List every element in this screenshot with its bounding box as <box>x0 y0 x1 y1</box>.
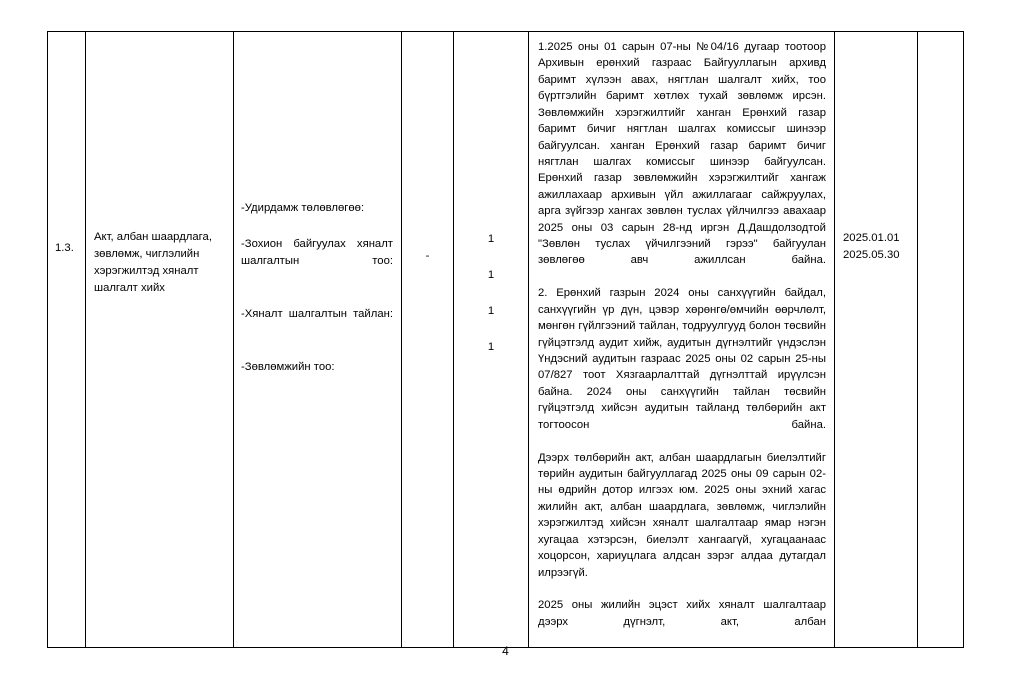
count-item-2: 1 <box>487 268 495 281</box>
description-paragraph-1: 1.2025 оны 01 сарын 07-ны №04/16 дугаар тоотоор Архивын ерөнхий газраас Байгууллагын архивд баримт хүлээн авах, нягтлан шалгалт хийх, тоо бүртгэлийн баримт хөтлөх тухай зөвлөмж ирсэн. Зөвлөмжийн хэрэгжилтийг ханган Ерөнхий газар баримт бичиг нягтлан шалгах комиссыг шинээр байгуулсан. ханган Ерөнхий газар баримт бичиг нягтлан шалгах комиссыг шинээр байгуулсан. Ерөнхий газар зөвлөмжийн хэрэгжилтийг хангаж ажиллахаар архивын үйл ажиллагааг сайжруулах, арга зүйгээр хангах зөвлөн туслах үйлчилгээ авахаар 2025 оны 03 сарын 28-нд иргэн Д.Дашдолзодтой "Зөвлөн туслах үйчилгээний гэрээ" байгуулан зөвлөгөө авч ажиллсан байна. <box>538 41 826 267</box>
count-item-1: 1 <box>487 233 495 245</box>
date-end: 2025.05.30 <box>843 248 900 261</box>
date-start: 2025.01.01 <box>843 232 900 244</box>
description-paragraph-3: Дээрх төлбөрийн акт, албан шаардлагын биелэлтийг төрийн аудитын байгууллагад 2025 оны 09 сарын 02-ны өдрийн дотор илгээх юм. 2025 оны эхний хагас жилийн акт, албан шаардлага, зөвлөмж, чиглэлийн хэрэгжилтэд хийсэн хяналт шалгалтаар ямар нэгэн хугацаа хэтэрсэн, биелэлт хангаагүй, хугацаанаас хоцорсон, хариуцлага алдсан зэрэг алдаа дутагдал илрээгүй. <box>538 451 826 579</box>
row-last-value <box>918 32 963 40</box>
count-item-4: 1 <box>487 340 495 353</box>
row-count-cell <box>454 32 529 648</box>
measure-item-4: -Зөвлөмжийн тоо: <box>241 360 335 373</box>
page-number: 4 <box>502 644 509 658</box>
measure-item-1: -Удирдамж төлөвлөгөө: <box>241 202 365 214</box>
measure-item-3: -Хяналт шалгалтын тайлан: <box>241 307 393 320</box>
row-number: 1.3. <box>55 242 74 254</box>
row-measure-cell <box>234 32 402 648</box>
description-text <box>529 32 834 647</box>
row-date-cell <box>835 32 918 648</box>
description-paragraph-2: 2. Ерөнхий газрын 2024 оны санхүүгийн байдал, санхүүгийн үр дүн, цэвэр хөрөнгө/өмчийн өөрчлөлт, мөнгөн гүйлгээний тайлан, тодруулгууд болон төсвийн гүйцэтгэлд аудит хийж, аудитын дүгнэлтийг үндэслэн Үндэсний аудитын газраас 2025 оны 02 сарын 25-ны 07/827 тоот Хязгаарлалттай дүгнэлттай ирүүлсэн байна. 2024 оны санхүүгийн тайлан төсвийн гүйцэтгэлд хийсэн аудитын тайланд төлбөрийн акт тогтоосон байна. <box>538 287 826 431</box>
row-unit: - <box>425 250 430 262</box>
table-row <box>48 32 964 648</box>
count-item-3: 1 <box>487 304 495 317</box>
row-last-cell <box>918 32 964 648</box>
row-name-cell <box>86 32 234 648</box>
measure-item-2: -Зохион байгуулах хяналт шалгалтын тоо: <box>241 237 393 267</box>
date-list <box>835 32 917 264</box>
measure-list <box>234 32 401 376</box>
description-paragraph-4: 2025 оны жилийн эцэст хийх хяналт шалгалтаар дээрх дүгнэлт, акт, албан <box>538 599 826 628</box>
count-list <box>454 32 528 356</box>
report-table <box>47 31 964 648</box>
row-number-cell <box>48 32 86 648</box>
row-unit-cell <box>402 32 454 648</box>
row-name: Акт, албан шаардлага, зөвлөмж, чиглэлийн хэрэгжилтэд хяналт шалгалт хийх <box>94 231 212 294</box>
row-description-cell <box>529 32 835 648</box>
